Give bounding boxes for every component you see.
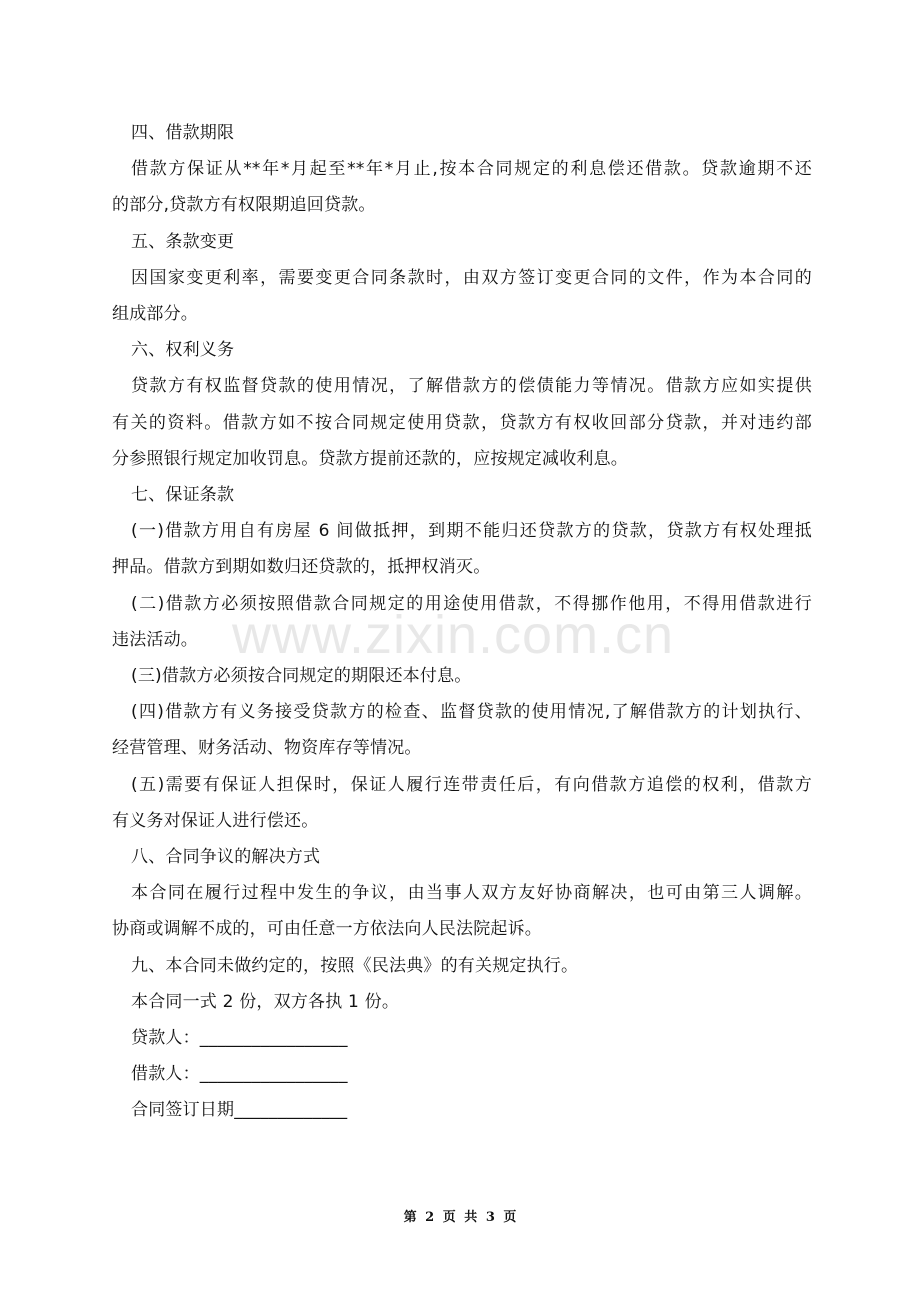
text-line: (二)借款方必须按照借款合同规定的用途使用借款，不得挪作他用，不得用借款进行: [131, 593, 812, 614]
text-line: 押品。借款方到期如数归还贷款的，抵押权消灭。: [112, 557, 491, 578]
text-line: 六、权利义务: [131, 340, 235, 361]
text-line: 有关的资料。借款方如不按合同规定使用贷款，贷款方有权收回部分贷款，并对违约部: [112, 412, 812, 433]
text-line: 分参照银行规定加收罚息。贷款方提前还款的，应按规定减收利息。: [112, 448, 628, 469]
text-line: 协商或调解不成的，可由任意一方依法向人民法院起诉。: [112, 919, 542, 940]
footer-page-word-2: 页: [503, 1210, 517, 1225]
text-line: 因国家变更利率，需要变更合同条款时，由双方签订变更合同的文件，作为本合同的: [131, 267, 812, 288]
footer-current-page: 2: [425, 1210, 435, 1225]
text-line: 本合同一式 2 份，双方各执 1 份。: [131, 991, 400, 1012]
text-line: 违法活动。: [112, 629, 198, 650]
text-line: 有义务对保证人进行偿还。: [112, 810, 319, 831]
text-line: 的部分,贷款方有权限期追回贷款。: [112, 195, 376, 216]
footer-total-pages: 3: [485, 1210, 495, 1225]
text-line: 经营管理、财务活动、物资库存等情况。: [112, 738, 422, 759]
text-line: 八、合同争议的解决方式: [131, 846, 321, 867]
text-line: (五)需要有保证人担保时，保证人履行连带责任后，有向借款方追偿的权利，借款方: [131, 774, 812, 795]
text-line: (四)借款方有义务接受贷款方的检查、监督贷款的使用情况,了解借款方的计划执行、: [131, 702, 812, 723]
text-line: 合同签订日期_____________: [131, 1100, 348, 1121]
text-line: 本合同在履行过程中发生的争议，由当事人双方友好协商解决，也可由第三人调解。: [131, 883, 812, 904]
page-footer: [0, 1206, 920, 1225]
text-line: 四、借款期限: [131, 123, 235, 143]
watermark: www.zixin.com.cn: [232, 605, 675, 665]
text-line: 五、条款变更: [131, 231, 235, 252]
text-line: (一)借款方用自有房屋 6 间做抵押，到期不能归还贷款方的贷款，贷款方有权处理抵: [131, 521, 812, 542]
text-line: 贷款人：_________________: [131, 1027, 348, 1048]
text-line: 借款人：_________________: [131, 1064, 348, 1085]
text-line: 借款方保证从**年*月起至**年*月止,按本合同规定的利息偿还借款。贷款逾期不还: [131, 159, 812, 180]
footer-page-word: 页: [442, 1210, 456, 1225]
footer-total-word: 共: [464, 1210, 478, 1225]
text-line: (三)借款方必须按合同规定的期限还本付息。: [131, 665, 472, 686]
text-line: 九、本合同未做约定的，按照《民法典》的有关规定执行。: [131, 955, 579, 976]
footer-prefix: 第: [403, 1210, 417, 1225]
text-line: 七、保证条款: [131, 484, 235, 505]
text-line: 贷款方有权监督贷款的使用情况，了解借款方的偿债能力等情况。借款方应如实提供: [131, 376, 812, 397]
text-line: 组成部分。: [112, 303, 198, 324]
